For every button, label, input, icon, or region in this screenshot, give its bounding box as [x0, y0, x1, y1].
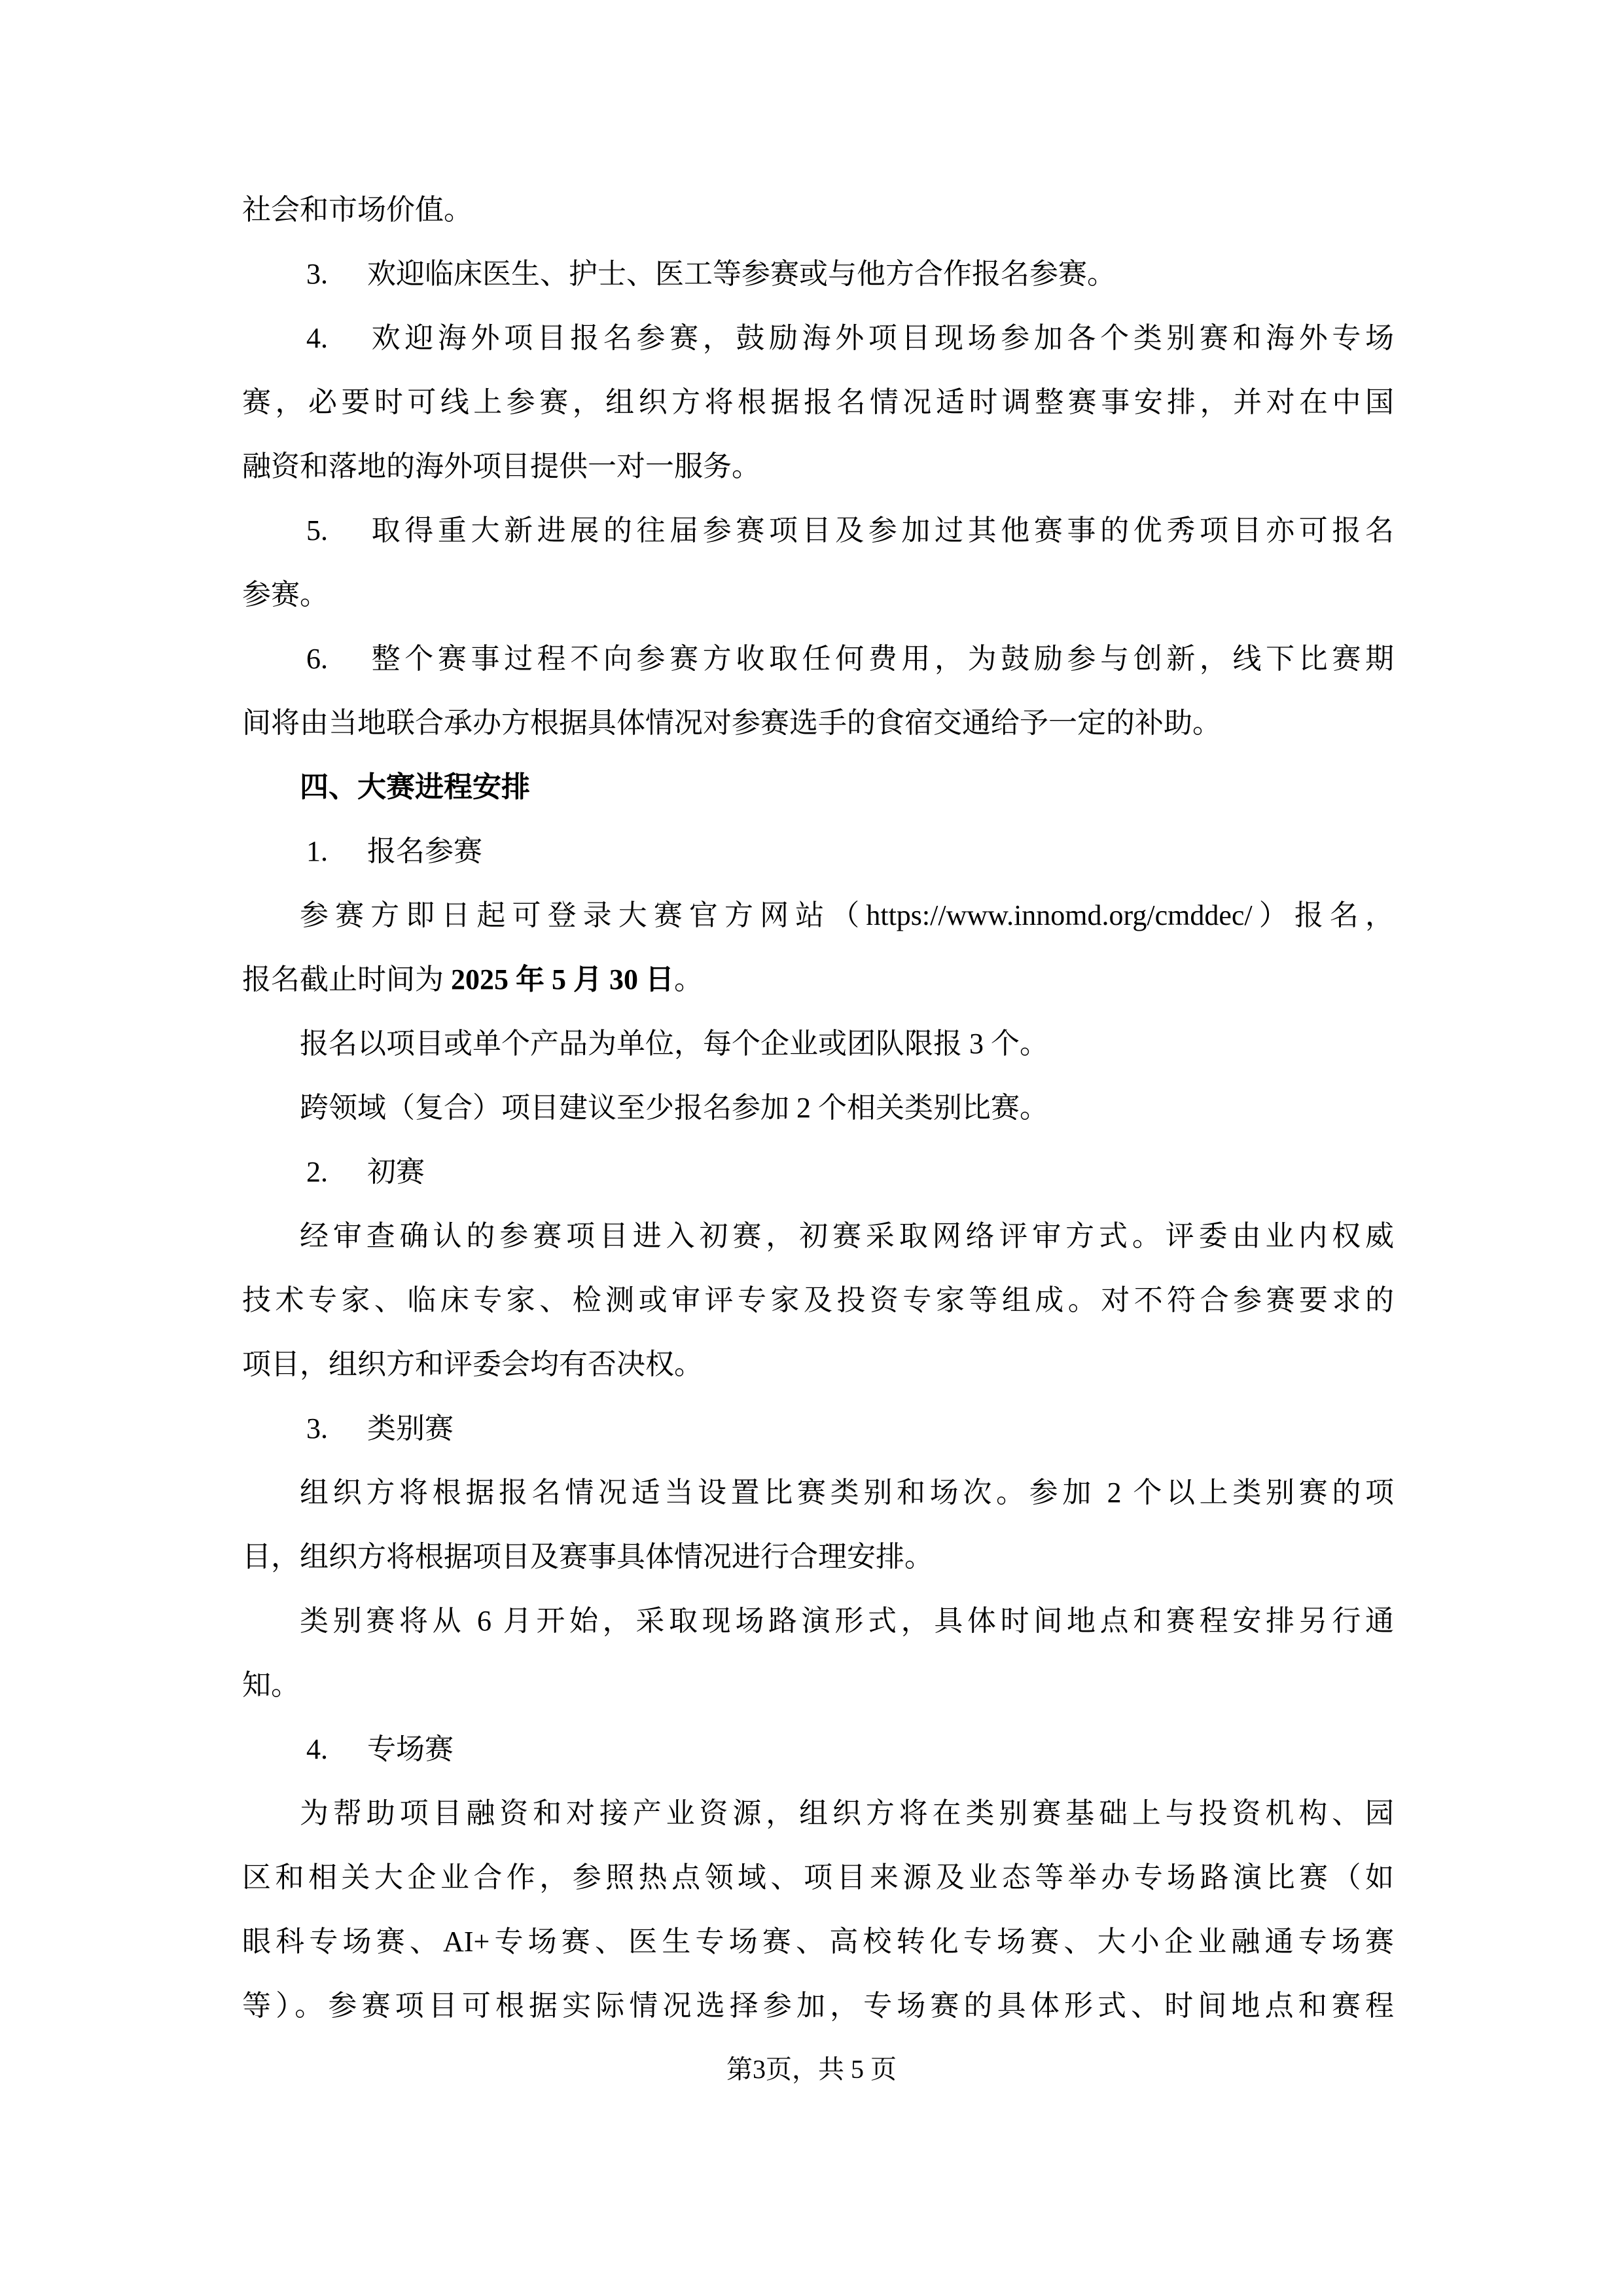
list-number: 6.: [306, 643, 328, 675]
text-line: [242, 1461, 1394, 1525]
text-line: [242, 691, 1394, 755]
page-content: [242, 178, 1394, 2038]
text-line: [242, 1268, 1394, 1333]
text-segment: 社会和市场价值。: [242, 194, 473, 226]
text-line: [242, 1204, 1394, 1268]
text-segment: 等）。参赛项目可根据实际情况选择参加，专场赛的具体形式、时间地点和赛程: [242, 1990, 1394, 2022]
text-line: [242, 884, 1394, 948]
list-item: [242, 627, 1394, 755]
paragraph: [242, 1204, 1394, 1397]
text-segment: 参赛方即日起可登录大赛官方网站（https://www.innomd.org/cmddec/）报名，: [300, 899, 1394, 931]
text-segment: 参赛。: [242, 579, 329, 611]
paragraph: [242, 884, 1394, 1012]
text-line: [242, 1525, 1394, 1589]
list-number: 3.: [306, 1412, 328, 1444]
list-number: 2.: [306, 1156, 328, 1188]
text-segment: 四、大赛进程安排: [300, 771, 530, 803]
page-footer: [0, 2055, 1623, 2084]
text-line: [242, 1782, 1394, 1846]
text-segment: 组织方将根据报名情况适当设置比赛类别和场次。参加 2 个以上类别赛的项: [300, 1477, 1394, 1509]
text-line: [242, 755, 1394, 819]
text-segment: 目，组织方将根据项目及赛事具体情况进行合理安排。: [242, 1541, 933, 1573]
text-segment: 经审查确认的参赛项目进入初赛，初赛采取网络评审方式。评委由业内权威: [300, 1220, 1394, 1252]
list-number: 5.: [306, 514, 328, 547]
text-line: [242, 242, 1394, 306]
text-segment: 类别赛: [367, 1412, 454, 1444]
text-line: [242, 499, 1394, 563]
text-line: [242, 1910, 1394, 1974]
text-segment: 技术专家、临床专家、检测或审评专家及投资专家等组成。对不符合参赛要求的: [242, 1284, 1394, 1316]
list-number: 3.: [306, 258, 328, 290]
text-segment: 欢迎海外项目报名参赛，鼓励海外项目现场参加各个类别赛和海外专场: [367, 322, 1394, 354]
text-segment: 专场赛: [367, 1733, 454, 1765]
list-number: 1.: [306, 835, 328, 867]
text-line: [242, 1140, 1394, 1204]
paragraph: [242, 178, 1394, 242]
text-segment: 。: [674, 963, 703, 996]
paragraph: [242, 1589, 1394, 1717]
text-segment: 跨领域（复合）项目建议至少报名参加 2 个相关类别比赛。: [300, 1092, 1048, 1124]
list-number: 4.: [306, 1733, 328, 1765]
list-item: [242, 306, 1394, 499]
text-segment: 眼科专场赛、AI+专场赛、医生专场赛、高校转化专场赛、大小企业融通专场赛: [242, 1926, 1394, 1958]
text-segment: 为帮助项目融资和对接产业资源，组织方将在类别赛基础上与投资机构、园: [300, 1797, 1394, 1829]
text-line: [242, 563, 1394, 627]
paragraph: [242, 1782, 1394, 2038]
list-item: [242, 1140, 1394, 1204]
section-heading: [242, 755, 1394, 819]
list-item: [242, 1717, 1394, 1782]
text-segment: 初赛: [367, 1156, 425, 1188]
text-segment: 欢迎临床医生、护士、医工等参赛或与他方合作报名参赛。: [367, 258, 1116, 290]
text-line: [242, 1076, 1394, 1140]
list-item: [242, 242, 1394, 306]
paragraph: [242, 1012, 1394, 1076]
page-number: 第3页，共 5 页: [726, 2054, 897, 2084]
text-line: [242, 1974, 1394, 2038]
text-segment: 赛，必要时可线上参赛，组织方将根据报名情况适时调整赛事安排，并对在中国: [242, 386, 1394, 418]
text-line: [242, 1653, 1394, 1717]
list-number: 4.: [306, 322, 328, 354]
list-item: [242, 819, 1394, 884]
text-line: [242, 1333, 1394, 1397]
text-line: [242, 435, 1394, 499]
text-line: [242, 1717, 1394, 1782]
text-line: [242, 178, 1394, 242]
text-segment: 间将由当地联合承办方根据具体情况对参赛选手的食宿交通给予一定的补助。: [242, 707, 1221, 739]
text-segment: 取得重大新进展的往届参赛项目及参加过其他赛事的优秀项目亦可报名: [367, 514, 1394, 547]
text-segment: 融资和落地的海外项目提供一对一服务。: [242, 450, 760, 482]
text-segment: 报名以项目或单个产品为单位，每个企业或团队限报 3 个。: [300, 1028, 1048, 1060]
text-segment: 2025 年 5 月 30 日: [451, 963, 674, 996]
text-line: [242, 1589, 1394, 1653]
text-segment: 区和相关大企业合作，参照热点领域、项目来源及业态等举办专场路演比赛（如: [242, 1861, 1394, 1893]
text-line: [242, 819, 1394, 884]
text-segment: 报名截止时间为: [242, 963, 451, 996]
text-line: [242, 370, 1394, 435]
paragraph: [242, 1076, 1394, 1140]
text-line: [242, 948, 1394, 1012]
list-item: [242, 1397, 1394, 1461]
text-segment: 报名参赛: [367, 835, 482, 867]
text-segment: 项目，组织方和评委会均有否决权。: [242, 1348, 703, 1380]
text-line: [242, 627, 1394, 691]
text-line: [242, 1012, 1394, 1076]
text-line: [242, 306, 1394, 370]
text-line: [242, 1397, 1394, 1461]
text-segment: 知。: [242, 1669, 300, 1701]
list-item: [242, 499, 1394, 627]
text-segment: 类别赛将从 6 月开始，采取现场路演形式，具体时间地点和赛程安排另行通: [300, 1605, 1394, 1637]
text-segment: 整个赛事过程不向参赛方收取任何费用，为鼓励参与创新，线下比赛期: [367, 643, 1394, 675]
paragraph: [242, 1461, 1394, 1589]
text-line: [242, 1846, 1394, 1910]
